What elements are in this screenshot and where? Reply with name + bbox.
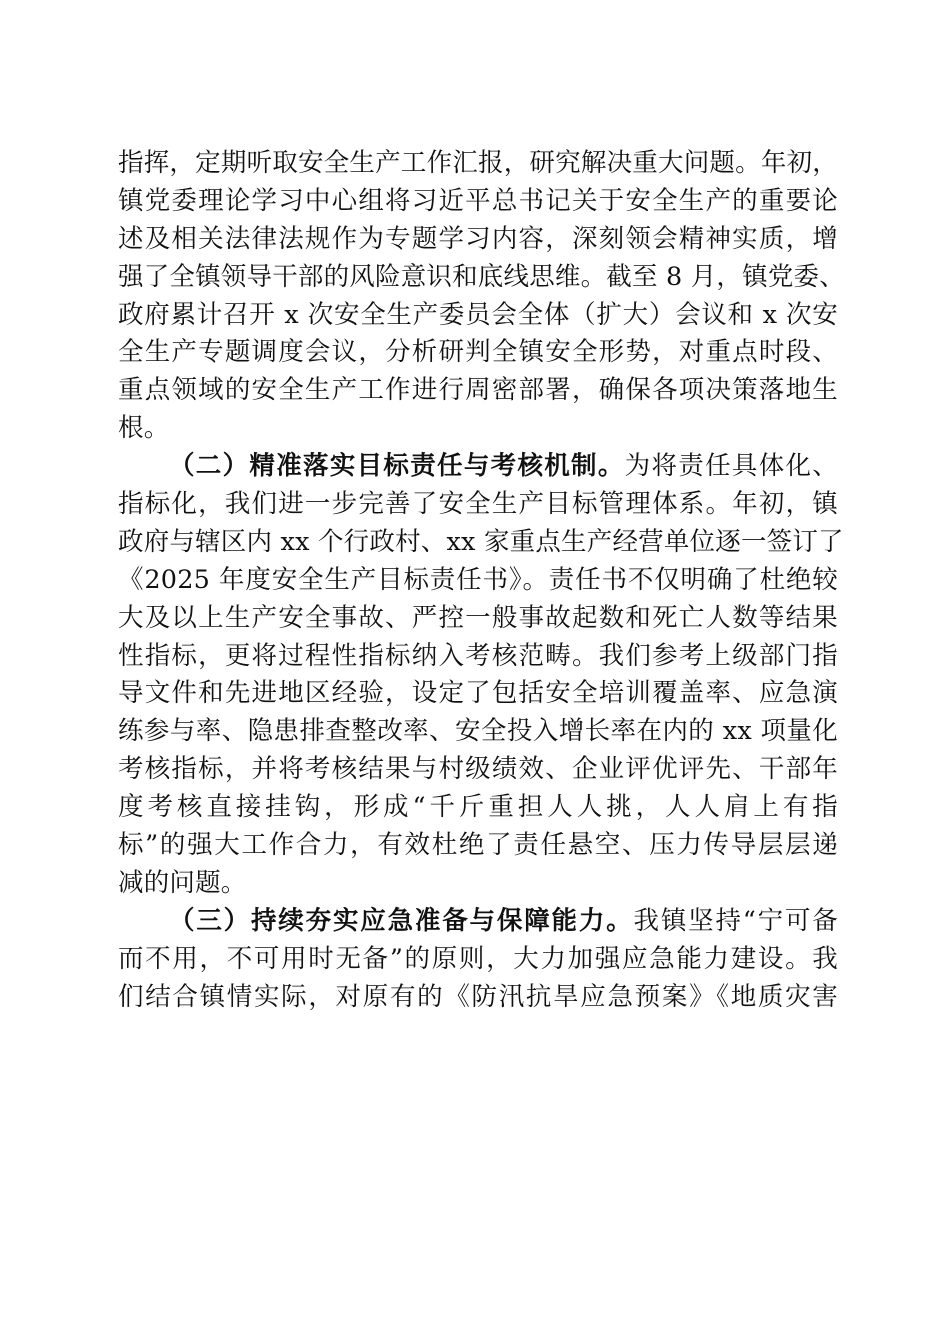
paragraph-2-line-8: 练参与率、隐患排查整改率、安全投入增长率在内的 xx 项量化 <box>118 716 838 747</box>
paragraph-3-line-2: 而不用，不可用时无备”的原则，大力加强应急能力建设。我 <box>118 943 838 974</box>
paragraph-1-line-8: 根。 <box>118 413 170 444</box>
paragraph-1-line-2: 镇党委理论学习中心组将习近平总书记关于安全生产的重要论 <box>118 185 838 216</box>
paragraph-2-line-10: 度考核直接挂钩，形成“千斤重担人人挑，人人肩上有指 <box>118 792 838 823</box>
paragraph-3-line-3: 们结合镇情实际，对原有的《防汛抗旱应急预案》《地质灾害 <box>118 981 838 1012</box>
paragraph-2-line-11: 标”的强大工作合力，有效杜绝了责任悬空、压力传导层层递 <box>118 830 838 861</box>
paragraph-2-line-12: 减的问题。 <box>118 867 247 898</box>
paragraph-2-line-7: 导文件和先进地区经验，设定了包括安全培训覆盖率、应急演 <box>118 678 838 709</box>
paragraph-2-line-9: 考核指标，并将考核结果与村级绩效、企业评优评先、干部年 <box>118 754 838 785</box>
paragraph-3-first-line-text: 我镇坚持“宁可备 <box>633 905 838 936</box>
paragraph-2-line-2: 指标化，我们进一步完善了安全生产目标管理体系。年初，镇 <box>118 489 838 520</box>
paragraph-3-first-line <box>118 903 838 941</box>
paragraph-2-line-3: 政府与辖区内 xx 个行政村、xx 家重点生产经营单位逐一签订了 <box>118 526 844 557</box>
section-heading-3: （三）持续夯实应急准备与保障能力。 <box>169 905 634 936</box>
paragraph-2-line-4: 《2025 年度安全生产目标责任书》。责任书不仅明确了杜绝较 <box>118 564 838 595</box>
section-heading-2: （二）精准落实目标责任与考核机制。 <box>169 451 625 482</box>
paragraph-1-line-3: 述及相关法律法规作为专题学习内容，深刻领会精神实质，增 <box>118 223 838 254</box>
paragraph-1-line-5: 政府累计召开 x 次安全生产委员会全体（扩大）会议和 x 次安 <box>118 299 838 330</box>
paragraph-2-first-line <box>118 448 838 486</box>
paragraph-2-first-line-text: 为将责任具体化、 <box>624 451 838 482</box>
paragraph-1-line-1: 指挥，定期听取安全生产工作汇报，研究解决重大问题。年初， <box>118 148 838 178</box>
paragraph-1-line-7: 重点领域的安全生产工作进行周密部署，确保各项决策落地生 <box>118 375 838 406</box>
paragraph-1-line-6: 全生产专题调度会议，分析研判全镇安全形势，对重点时段、 <box>118 337 838 368</box>
document-body <box>118 145 845 1016</box>
paragraph-2-line-6: 性指标，更将过程性指标纳入考核范畴。我们参考上级部门指 <box>118 640 838 671</box>
paragraph-1-line-4: 强了全镇领导干部的风险意识和底线思维。截至 8 月，镇党委、 <box>118 261 845 292</box>
paragraph-2-line-5: 大及以上生产安全事故、严控一般事故起数和死亡人数等结果 <box>118 602 838 633</box>
